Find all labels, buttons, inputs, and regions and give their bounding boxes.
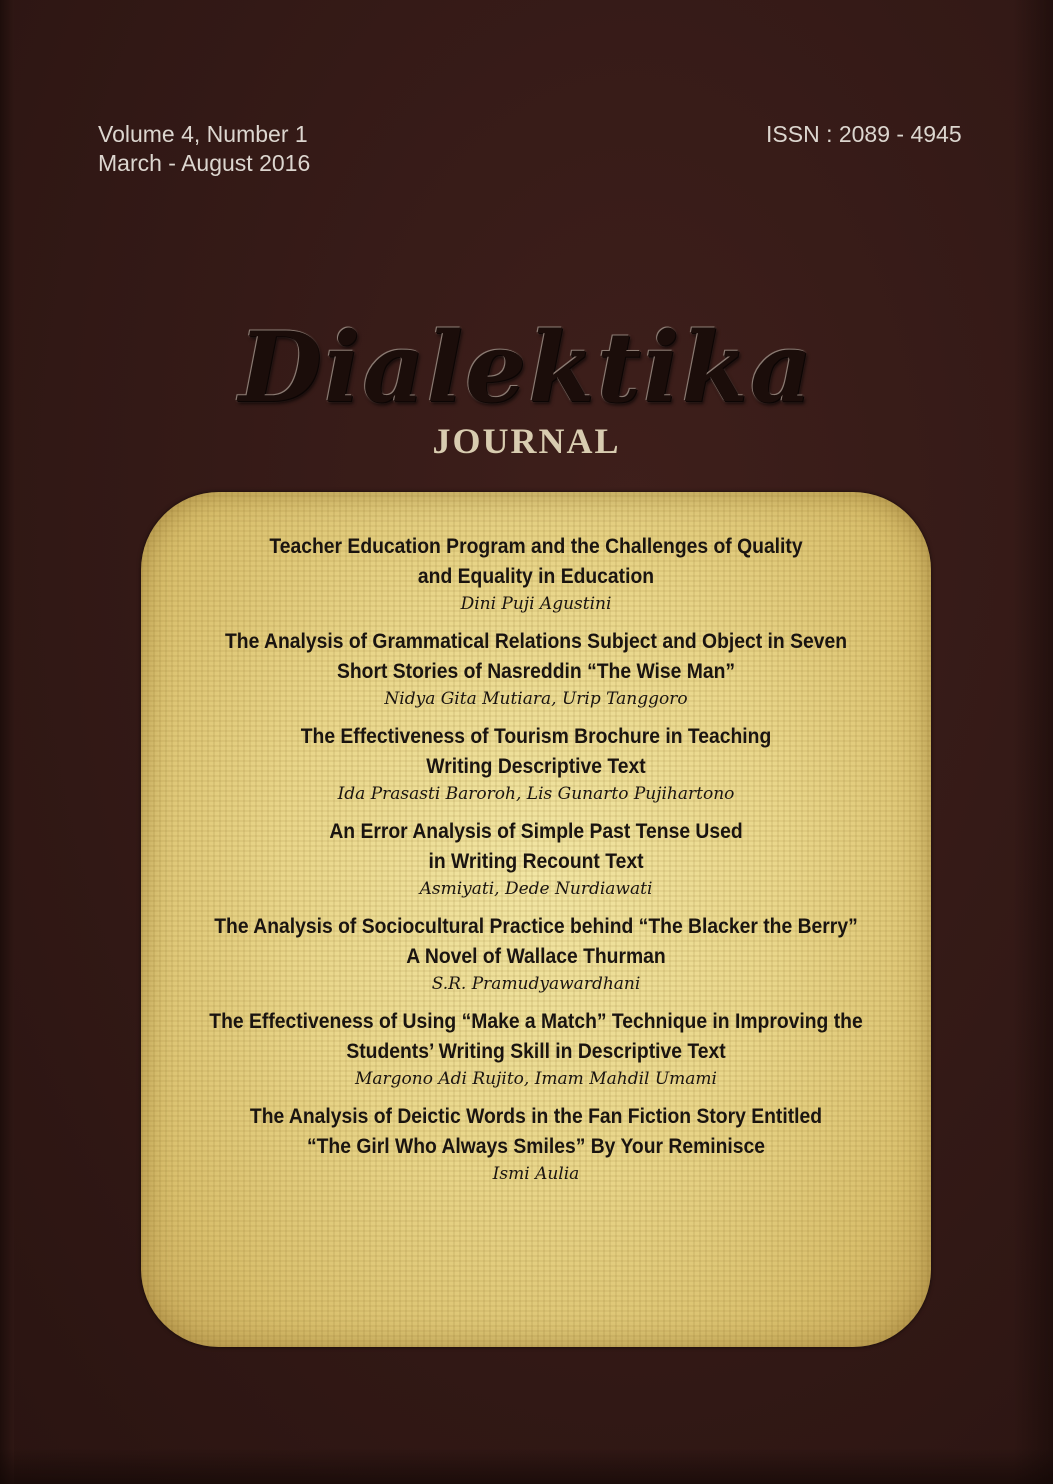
article-item: [141, 912, 931, 996]
article-title: [173, 912, 900, 972]
cover-right-edge: [1013, 0, 1053, 1484]
article-item: [141, 722, 931, 806]
article-title-line: Writing Descriptive Text: [426, 755, 646, 778]
article-authors: Ida Prasasti Baroroh, Lis Gunarto Pujihartono: [337, 784, 735, 804]
issue-period: March - August 2016: [98, 150, 311, 176]
article-item: [141, 1102, 931, 1186]
article-title: [173, 817, 900, 877]
article-title: [173, 1007, 900, 1067]
article-item: [141, 1007, 931, 1091]
article-title-line: Students’ Writing Skill in Descriptive Text: [346, 1040, 726, 1063]
article-authors: Nidya Gita Mutiara, Urip Tanggoro: [384, 689, 688, 709]
article-title-line: The Effectiveness of Tourism Brochure in Teaching: [300, 725, 772, 748]
issue-info: [98, 120, 310, 178]
article-title: [173, 722, 900, 782]
article-title-line: The Effectiveness of Using “Make a Match” Technique in Improving the: [209, 1010, 863, 1033]
article-title-line: The Analysis of Grammatical Relations Subject and Object in Seven: [224, 630, 848, 653]
journal-name: Dialektika: [238, 311, 815, 424]
article-authors: Asmiyati, Dede Nurdiawati: [419, 879, 653, 899]
article-item: [141, 627, 931, 711]
article-title-line: Teacher Education Program and the Challenges of Quality: [269, 535, 803, 558]
article-title-line: The Analysis of Sociocultural Practice behind “The Blacker the Berry”: [214, 915, 858, 938]
journal-subtitle: JOURNAL: [432, 421, 621, 461]
article-authors: Ismi Aulia: [492, 1164, 580, 1184]
article-list: [141, 532, 931, 1197]
article-title-line: An Error Analysis of Simple Past Tense Used: [329, 820, 743, 843]
article-title-line: Short Stories of Nasreddin “The Wise Man”: [336, 660, 736, 683]
article-title-line: The Analysis of Deictic Words in the Fan Fiction Story Entitled: [249, 1105, 823, 1128]
article-title-line: and Equality in Education: [417, 565, 655, 588]
journal-title-block: [0, 311, 1053, 424]
article-title: [173, 532, 900, 592]
article-title: [173, 1102, 900, 1162]
cover-left-edge: [0, 0, 14, 1484]
article-authors: Dini Puji Agustini: [460, 594, 612, 614]
contents-panel: [141, 492, 931, 1347]
article-title-line: “The Girl Who Always Smiles” By Your Reminisce: [306, 1135, 766, 1158]
article-title-line: A Novel of Wallace Thurman: [406, 945, 666, 968]
article-title-line: in Writing Recount Text: [428, 850, 644, 873]
cover-bottom-edge: [0, 1448, 1053, 1484]
article-item: [141, 532, 931, 616]
article-title: [173, 627, 900, 687]
article-authors: S.R. Pramudyawardhani: [431, 974, 641, 994]
article-authors: Margono Adi Rujito, Imam Mahdil Umami: [355, 1069, 717, 1089]
article-item: [141, 817, 931, 901]
issn: ISSN : 2089 - 4945: [766, 121, 962, 147]
volume-number: Volume 4, Number 1: [98, 121, 308, 147]
